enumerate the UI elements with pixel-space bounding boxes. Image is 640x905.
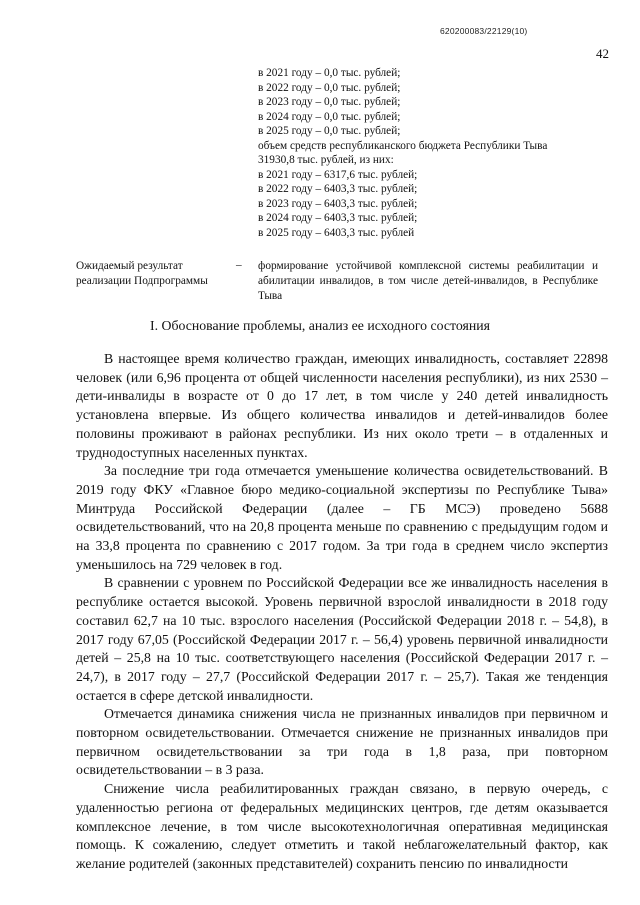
body-paragraph: Снижение числа реабилитированных граждан связано, в первую очередь, с удаленностью региона от федеральных медицинских центров, где детям оказывается комплексное лечение, в том числе высокотехнологичная оперативная медицинская помощь. К сожалению, следует отметить и такой неблагожелательный фактор, как желание родителей (законных представителей) сохранить пенсию по инвалидности	[76, 781, 608, 871]
funding-line: в 2022 году – 6403,3 тыс. рублей;	[258, 183, 418, 195]
funding-line: в 2025 году – 0,0 тыс. рублей;	[258, 125, 401, 137]
funding-line: в 2021 году – 0,0 тыс. рублей;	[258, 67, 401, 79]
document-id: 620200083/22129(10)	[440, 26, 528, 36]
funding-line: объем средств республиканского бюджета Республики Тыва	[258, 139, 548, 152]
funding-line: в 2022 году – 0,0 тыс. рублей;	[258, 81, 401, 94]
body-paragraph: В настоящее время количество граждан, имеющих инвалидность, составляет 22898 человек (или 6,96 процента от общей численности населения республики), из них 2530 – дети-инвалиды в возрасте от 0 до 17 лет, в том числе у 240 детей инвалидность установлена впервые. Из общего количества инвалидов и детей-инвалидов более половины проживают в районах республики. Из них около трети – в отдаленных и труднодоступных населенных пунктах.	[76, 351, 608, 460]
funding-line: в 2023 году – 6403,3 тыс. рублей;	[258, 197, 418, 210]
funding-block	[258, 66, 608, 240]
body-paragraph: За последние три года отмечается уменьшение количества освидетельствований. В 2019 году ФКУ «Главное бюро медико-социальной экспертизы по Республике Тыва» Минтруда Российской Федерации (далее – ГБ МСЭ) проведено 5688 освидетельствований, что на 20,8 процента меньше по сравнению с предыдущим годом и на 33,8 процента по сравнению с 2017 годом. За три года в среднем число экспертиз уменьшилось на 729 человек в год.	[76, 463, 608, 572]
expected-result-dash: –	[236, 259, 242, 271]
body-paragraph: В сравнении с уровнем по Российской Федерации все же инвалидность населения в республике остается высокой. Уровень первичной взрослой инвалидности в 2018 году составил 62,7 на 10 тыс. взрослого населения (Российской Федерации 2018 г. – 54,8), в 2017 году 67,05 (Российской Федерации 2017 г. – 56,4) уровень первичной инвалидности детей – 25,8 на 10 тыс. соответствующего населения (Российской Федерации 2017 г. – 24,7), в 2017 году – 27,7 (Российской Федерации 2017 г. – 25,7). Такая же тенденция остается в сфере детской инвалидности.	[76, 575, 608, 703]
funding-line: в 2025 году – 6403,3 тыс. рублей	[258, 226, 415, 239]
funding-line: в 2021 году – 6317,6 тыс. рублей;	[258, 168, 418, 181]
funding-line: в 2024 году – 6403,3 тыс. рублей;	[258, 212, 418, 224]
funding-line: в 2023 году – 0,0 тыс. рублей;	[258, 96, 401, 108]
expected-result-label: Ожидаемый результат реализации Подпрограммы	[76, 260, 208, 287]
section-heading: I. Обоснование проблемы, анализ ее исходного состояния	[150, 318, 490, 333]
funding-line: 31930,8 тыс. рублей, из них:	[258, 154, 394, 166]
body-paragraph: Отмечается динамика снижения числа не признанных инвалидов при первичном и повторном освидетельствовании. Отмечается снижение не признанных инвалидов при первичном освидетельствовании за три года в 1,8 раза, при повторном освидетельствовании – в 3 раза.	[76, 706, 608, 778]
page-number: 42	[596, 46, 609, 61]
expected-result-text: формирование устойчивой комплексной системы реабилитации и абилитации инвалидов, в том числе детей-инвалидов, в Республике Тыва	[258, 260, 598, 302]
funding-line: в 2024 году – 0,0 тыс. рублей;	[258, 110, 401, 123]
section-body	[76, 350, 608, 874]
